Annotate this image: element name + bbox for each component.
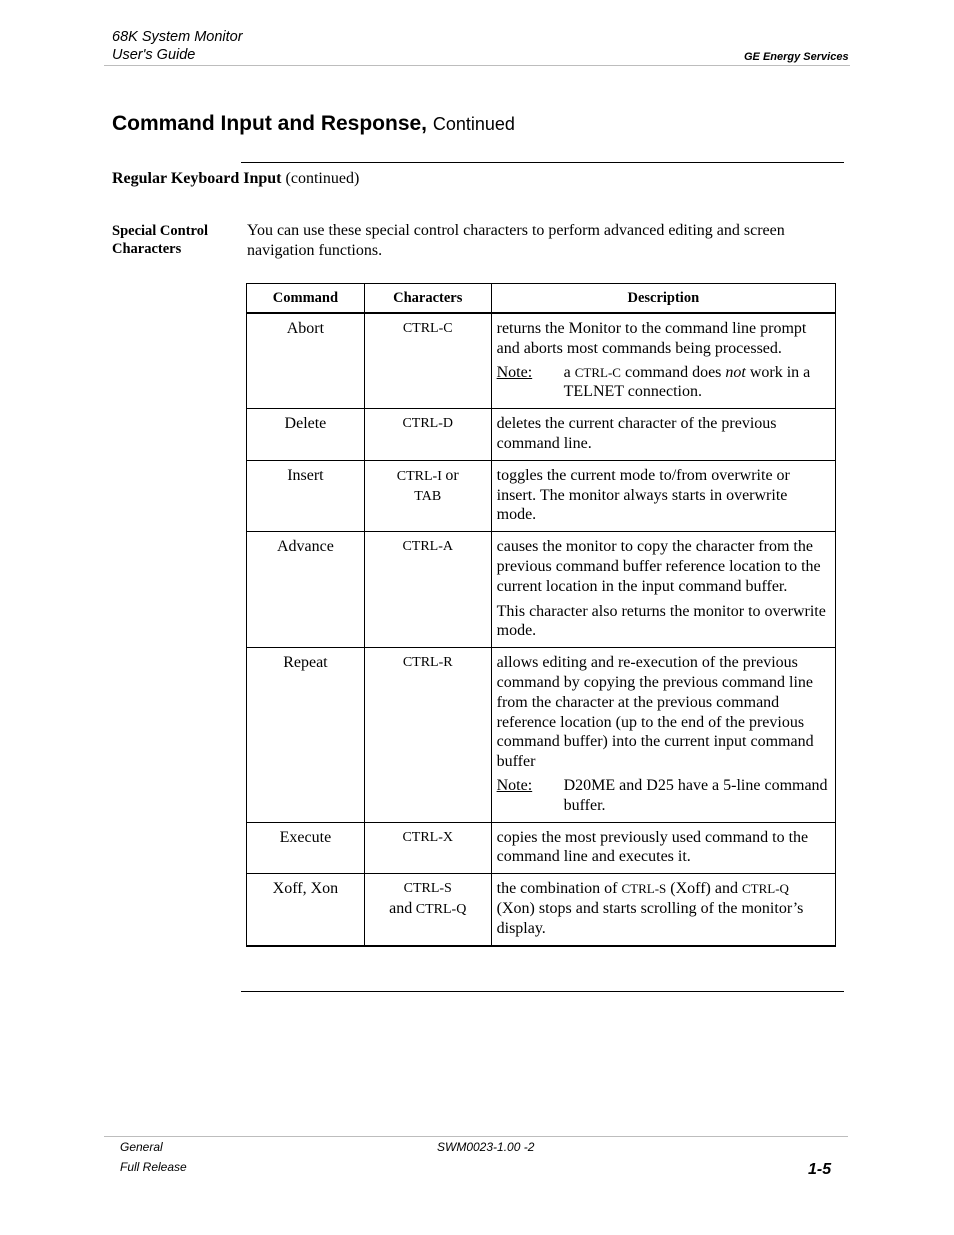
table-row: [247, 822, 836, 874]
table-row: [247, 313, 836, 409]
characters-cell: CTRL-D: [364, 409, 491, 461]
page-number: 1-5: [808, 1161, 832, 1178]
characters-code: CTRL-Q: [415, 901, 467, 917]
description-text-2: This character also returns the monitor to overwrite mode.: [496, 602, 826, 640]
characters-cell: [364, 874, 491, 946]
table-row: [247, 648, 836, 822]
description-text: returns the Monitor to the command line prompt and aborts most commands being processed.: [496, 320, 807, 357]
description-text: causes the monitor to copy the character from the previous command buffer reference location to the current location in the input command buffer.: [496, 538, 821, 595]
description-cell: [491, 874, 835, 946]
characters-cell: CTRL-C: [364, 313, 491, 409]
description-code-2: CTRL-Q: [741, 881, 789, 897]
note-emphasis: not: [725, 363, 746, 381]
table-header-row: [247, 284, 836, 314]
characters-line1: [369, 466, 487, 487]
table-row: [247, 532, 836, 648]
description-text: allows editing and re-execution of the previous command by copying the previous command line from the character at the previous command reference location (up to the end of the previous command buffer) into the current input command buffer: [496, 654, 814, 771]
footer-section: General: [120, 1140, 163, 1154]
note-text-pre: a: [563, 363, 571, 381]
characters-line2: TAB: [414, 488, 442, 504]
characters-cell: [364, 460, 491, 531]
characters-cell: CTRL-R: [364, 648, 491, 822]
characters-cell: CTRL-X: [364, 822, 491, 874]
characters-or: or: [445, 466, 459, 484]
section-heading-rest: (continued): [285, 170, 360, 187]
page-title-main: Command Input and Response,: [112, 112, 428, 135]
command-cell: Xoff, Xon: [247, 874, 365, 946]
characters-code: CTRL-I: [396, 468, 442, 484]
footer-doc-id: SWM0023-1.00 -2: [437, 1140, 535, 1154]
footer-divider: [104, 1136, 848, 1137]
intro-paragraph: You can use these special control characters to perform advanced editing and screen navigation functions.: [247, 222, 785, 259]
section-heading: [112, 170, 359, 188]
characters-line1: CTRL-S: [403, 881, 452, 897]
characters-line2: [369, 899, 487, 920]
description-pre: the combination of: [496, 880, 618, 898]
characters-cell: CTRL-A: [364, 532, 491, 648]
command-cell: Insert: [247, 460, 365, 531]
header-doc-title: 68K System Monitor: [112, 29, 243, 45]
page-title: [112, 112, 515, 136]
header-doc-subtitle: User's Guide: [112, 47, 196, 63]
table-row: [247, 874, 836, 946]
control-characters-table: [246, 283, 836, 947]
column-header-description: Description: [491, 284, 835, 314]
side-label: [112, 222, 208, 258]
note: [497, 776, 830, 816]
side-label-line1: Special Control: [112, 223, 208, 239]
description-cell: copies the most previously used command to the command line and executes it.: [491, 822, 835, 874]
section-bottom-divider: [241, 991, 844, 992]
table-row: [247, 460, 836, 531]
command-cell: Execute: [247, 822, 365, 874]
note-label: Note:: [496, 776, 533, 794]
command-cell: Delete: [247, 409, 365, 461]
section-top-divider: [241, 162, 844, 163]
header-divider: [104, 65, 850, 66]
page-title-suffix: Continued: [432, 114, 515, 134]
column-header-command: Command: [247, 284, 365, 314]
footer-release: Full Release: [120, 1160, 187, 1174]
description-code-1: CTRL-S: [621, 881, 667, 897]
description-cell: toggles the current mode to/from overwrite or insert. The monitor always starts in overwrite mode.: [491, 460, 835, 531]
command-cell: Repeat: [247, 648, 365, 822]
description-mid: (Xoff) and: [670, 880, 738, 898]
column-header-characters: Characters: [364, 284, 491, 314]
note-text: D20ME and D25 have a 5-line command buffer.: [563, 776, 828, 814]
characters-and: and: [389, 899, 413, 917]
note-text-post: work in a TELNET connection.: [563, 363, 811, 401]
running-header: [112, 28, 243, 64]
table-row: [247, 409, 836, 461]
command-cell: Advance: [247, 532, 365, 648]
note-text: [564, 363, 830, 403]
side-label-line2: Characters: [112, 241, 182, 257]
note: [497, 363, 830, 403]
description-cell: [491, 313, 835, 409]
description-cell: deletes the current character of the previous command line.: [491, 409, 835, 461]
description-cell: [491, 532, 835, 648]
header-company: GE Energy Services: [744, 51, 849, 63]
note-text-mid: command does: [624, 363, 722, 381]
note-code: CTRL-C: [574, 364, 621, 380]
command-cell: Abort: [247, 313, 365, 409]
section-heading-bold: Regular Keyboard Input: [112, 170, 282, 187]
note-label: Note:: [496, 363, 533, 381]
description-post: (Xon) stops and starts scrolling of the monitor’s display.: [496, 899, 804, 937]
description-cell: [491, 648, 835, 822]
